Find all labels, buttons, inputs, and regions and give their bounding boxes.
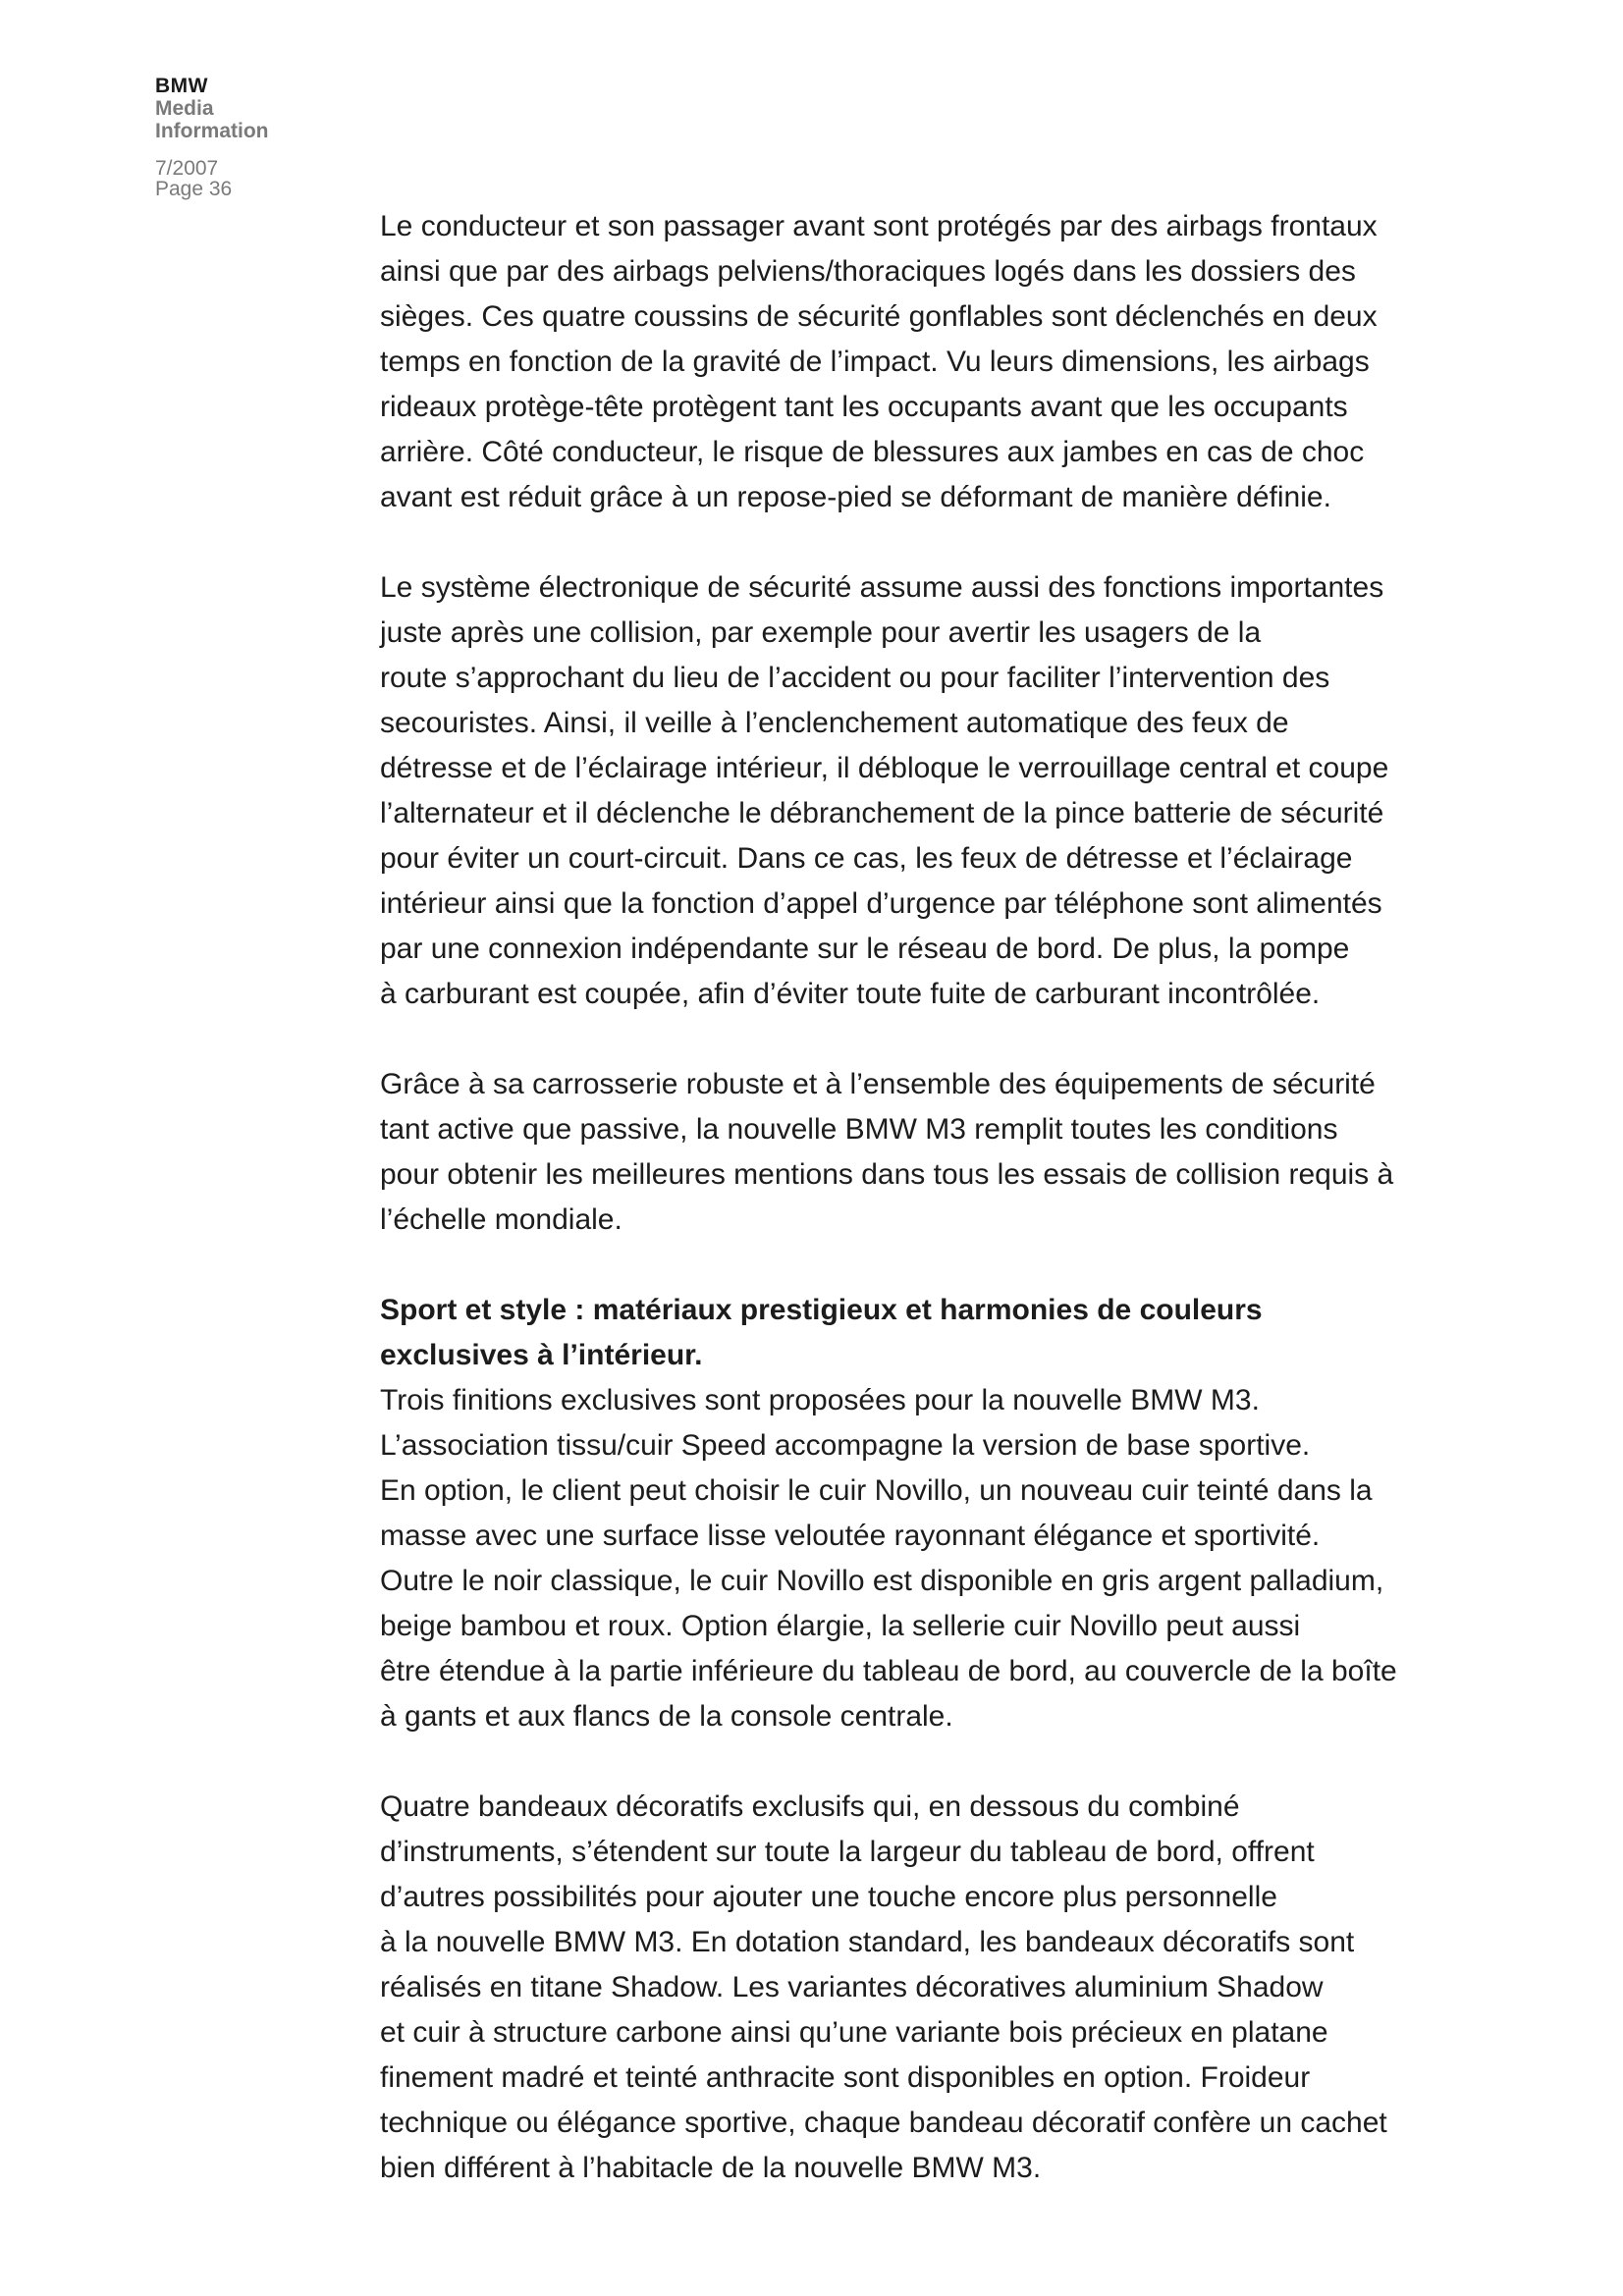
text-line: Quatre bandeaux décoratifs exclusifs qui, en dessous du combiné [380, 1790, 1240, 1823]
text-line: ainsi que par des airbags pelviens/thoraciques logés dans les dossiers des [380, 255, 1356, 288]
text-line: à gants et aux flancs de la console centrale. [380, 1700, 953, 1733]
paragraph-electronic-safety [380, 565, 1401, 1017]
text-line: détresse et de l’éclairage intérieur, il débloque le verrouillage central et coupe [380, 752, 1389, 784]
article-body [380, 204, 1401, 2236]
text-line: réalisés en titane Shadow. Les variantes décoratives aluminium Shadow [380, 1971, 1324, 2003]
text-line: intérieur ainsi que la fonction d’appel d’urgence par téléphone sont alimentés [380, 887, 1382, 920]
text-line: Le système électronique de sécurité assume aussi des fonctions importantes [380, 571, 1384, 604]
text-line: à la nouvelle BMW M3. En dotation standard, les bandeaux décoratifs sont [380, 1926, 1355, 1958]
paragraph-crash-tests [380, 1062, 1401, 1243]
text-line: d’instruments, s’étendent sur toute la largeur du tableau de bord, offrent [380, 1836, 1315, 1868]
text-line: masse avec une surface lisse veloutée rayonnant élégance et sportivité. [380, 1520, 1321, 1552]
paragraph-airbags [380, 204, 1401, 520]
paragraph-decorative-trims [380, 1785, 1401, 2191]
brand-media: Media [155, 97, 214, 120]
text-line: avant est réduit grâce à un repose-pied se déformant de manière définie. [380, 481, 1331, 513]
text-line: juste après une collision, par exemple pour avertir les usagers de la [380, 616, 1262, 649]
text-line: Outre le noir classique, le cuir Novillo est disponible en gris argent palladium, [380, 1565, 1384, 1597]
text-line: beige bambou et roux. Option élargie, la sellerie cuir Novillo peut aussi [380, 1610, 1301, 1642]
paragraph-finishes [380, 1378, 1401, 1739]
section-sport-style [380, 1288, 1401, 1378]
section-heading: exclusives à l’intérieur. [380, 1339, 703, 1371]
text-line: tant active que passive, la nouvelle BMW M3 remplit toutes les conditions [380, 1113, 1338, 1146]
text-line: En option, le client peut choisir le cuir Novillo, un nouveau cuir teinté dans la [380, 1474, 1373, 1507]
text-line: pour obtenir les meilleures mentions dans tous les essais de collision requis à [380, 1158, 1394, 1191]
document-date: 7/2007 [155, 157, 219, 180]
page-header [155, 75, 332, 199]
text-line: être étendue à la partie inférieure du tableau de bord, au couvercle de la boîte [380, 1655, 1397, 1687]
text-line: Le conducteur et son passager avant sont protégés par des airbags frontaux [380, 210, 1378, 242]
text-line: Grâce à sa carrosserie robuste et à l’ensemble des équipements de sécurité [380, 1068, 1376, 1100]
text-line: l’alternateur et il déclenche le débranchement de la pince batterie de sécurité [380, 797, 1384, 829]
text-line: temps en fonction de la gravité de l’impact. Vu leurs dimensions, les airbags [380, 346, 1370, 378]
text-line: sièges. Ces quatre coussins de sécurité gonflables sont déclenchés en deux [380, 300, 1378, 333]
text-line: d’autres possibilités pour ajouter une touche encore plus personnelle [380, 1881, 1277, 1913]
text-line: finement madré et teinté anthracite sont disponibles en option. Froideur [380, 2061, 1311, 2094]
page-number: Page 36 [155, 178, 233, 200]
text-line: route s’approchant du lieu de l’accident ou pour faciliter l’intervention des [380, 662, 1330, 694]
brand-information: Information [155, 120, 269, 142]
text-line: pour éviter un court-circuit. Dans ce cas, les feux de détresse et l’éclairage [380, 842, 1353, 875]
text-line: arrière. Côté conducteur, le risque de blessures aux jambes en cas de choc [380, 436, 1365, 468]
text-line: technique ou élégance sportive, chaque bandeau décoratif confère un cachet [380, 2107, 1387, 2139]
text-line: l’échelle mondiale. [380, 1203, 622, 1236]
text-line: Trois finitions exclusives sont proposées pour la nouvelle BMW M3. [380, 1384, 1260, 1416]
brand-name: BMW [155, 75, 208, 97]
text-line: à carburant est coupée, afin d’éviter toute fuite de carburant incontrôlée. [380, 978, 1321, 1010]
text-line: et cuir à structure carbone ainsi qu’une variante bois précieux en platane [380, 2016, 1328, 2049]
text-line: par une connexion indépendante sur le réseau de bord. De plus, la pompe [380, 933, 1350, 965]
text-line: rideaux protège-tête protègent tant les occupants avant que les occupants [380, 391, 1348, 423]
text-line: L’association tissu/cuir Speed accompagne la version de base sportive. [380, 1429, 1311, 1462]
text-line: secouristes. Ainsi, il veille à l’enclenchement automatique des feux de [380, 707, 1289, 739]
text-line: bien différent à l’habitacle de la nouvelle BMW M3. [380, 2152, 1042, 2184]
section-heading: Sport et style : matériaux prestigieux et harmonies de couleurs [380, 1294, 1263, 1326]
